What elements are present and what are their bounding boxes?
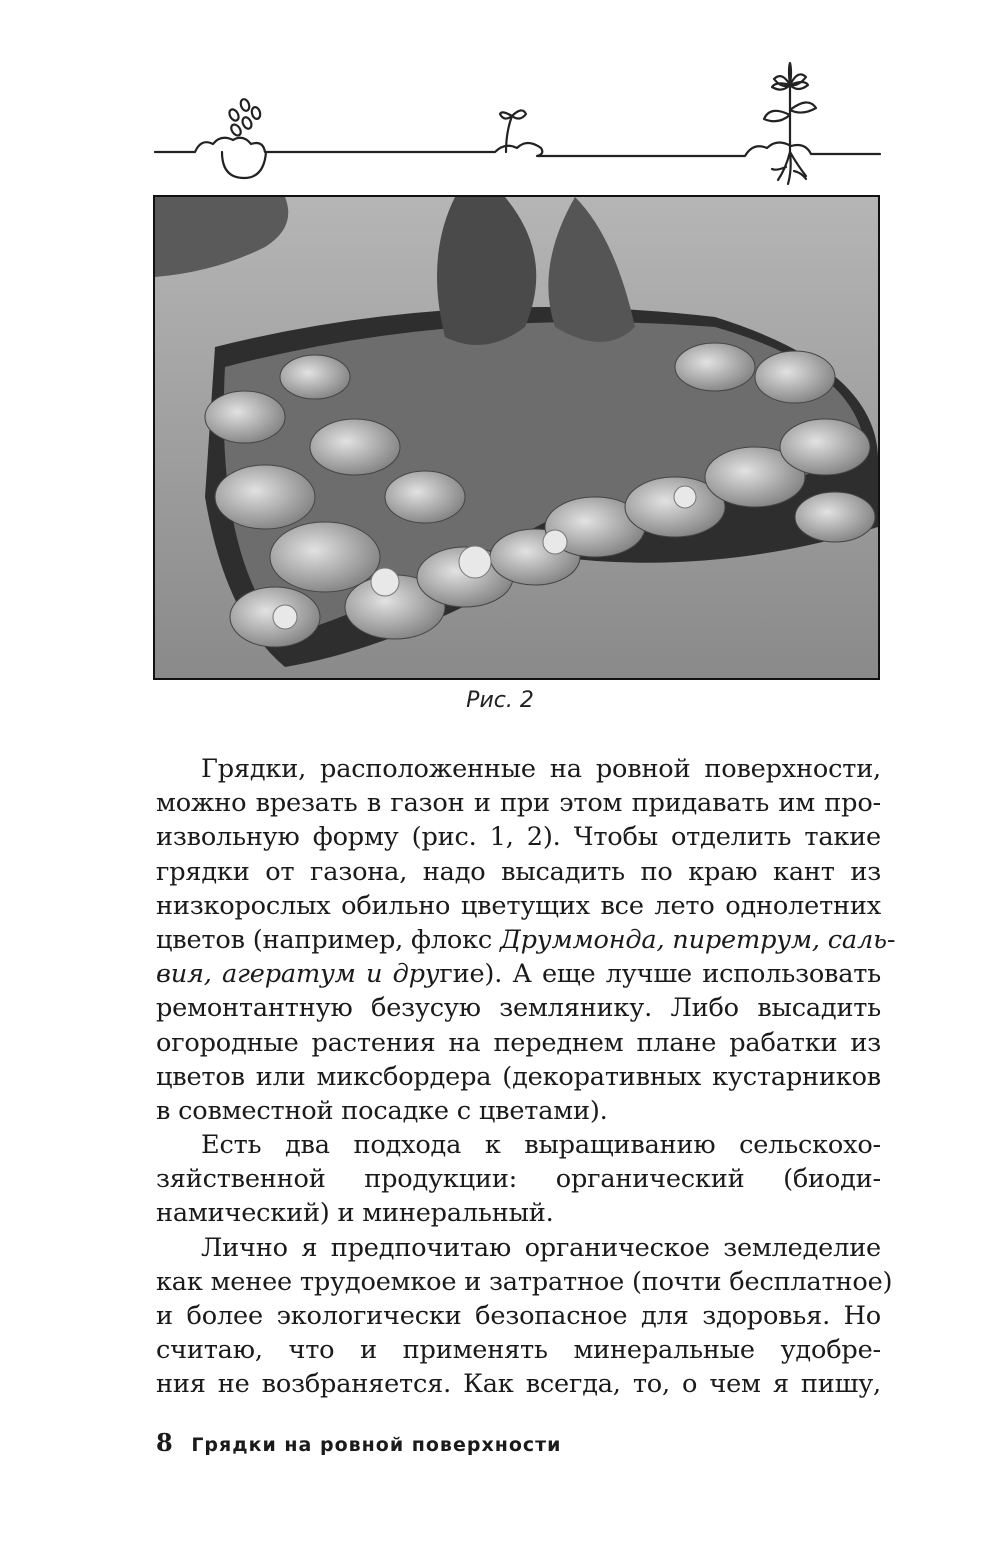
text-line (156, 786, 881, 820)
body-text (156, 752, 896, 1402)
text-span: цветов или миксбордера (декоративных кустарников (156, 1061, 881, 1092)
text-span: как менее трудоемкое и затратное (почти бесплатное) (156, 1266, 893, 1297)
text-span: извольную форму (рис. 1, 2). Чтобы отделить такие (156, 822, 881, 853)
text-span: Грядки, расположенные на ровной поверхности, (201, 754, 881, 784)
text-span: считаю, что и применять минеральные удобре- (156, 1335, 881, 1366)
text-span: ния не возбраняется. Как всегда, то, о чем я пишу, (156, 1369, 881, 1400)
figure-caption: Рис. 2 (466, 688, 534, 713)
text-span: гие). А еще лучше использовать (439, 959, 881, 990)
text-line (156, 1231, 881, 1265)
text-line (156, 889, 881, 923)
page-number: 8 (156, 1428, 174, 1457)
text-line (156, 1265, 893, 1299)
text-line (156, 923, 896, 957)
text-line (156, 1128, 881, 1162)
text-line (156, 820, 881, 854)
text-line (156, 1299, 881, 1333)
text-span: ремонтантную безусую землянику. Либо высадить (156, 993, 881, 1024)
text-line (156, 1333, 881, 1367)
text-span: огородные растения на переднем плане рабатки из (156, 1027, 881, 1058)
text-span: зяйственной продукции: органический (биоди- (156, 1164, 881, 1195)
text-span: Есть два подхода к выращиванию сельскохо- (201, 1130, 881, 1161)
text-line (156, 1196, 881, 1230)
text-span: низкорослых обильно цветущих все лето однолетних (156, 890, 881, 921)
header-ornament (150, 55, 885, 195)
text-span: в совместной посадке с цветами). (156, 1095, 608, 1126)
text-span: можно врезать в газон и при этом придавать им про- (156, 788, 881, 819)
italic-span: вия, агератум и дру (156, 959, 440, 990)
text-line (156, 1162, 881, 1196)
text-line (156, 1060, 881, 1094)
text-line (156, 1026, 881, 1060)
text-span: Лично я предпочитаю органическое земледелие (201, 1232, 881, 1263)
text-line (156, 1367, 881, 1401)
text-span: грядки от газона, надо высадить по краю кант из (156, 856, 881, 887)
text-span: и более экологически безопасное для здоровья. Но (156, 1301, 881, 1331)
text-line (156, 1094, 881, 1128)
text-line (156, 991, 881, 1025)
text-span: намический) и минеральный. (156, 1198, 554, 1229)
running-title: Грядки на ровной поверхности (191, 1434, 562, 1456)
text-span: цветов (например, флокс (156, 924, 501, 955)
italic-span: Друммонда, пиретрум, саль- (500, 924, 896, 955)
text-line (156, 957, 881, 991)
text-line (156, 855, 881, 889)
text-line (156, 752, 881, 786)
running-footer (156, 1428, 561, 1457)
figure-photo (153, 195, 880, 680)
